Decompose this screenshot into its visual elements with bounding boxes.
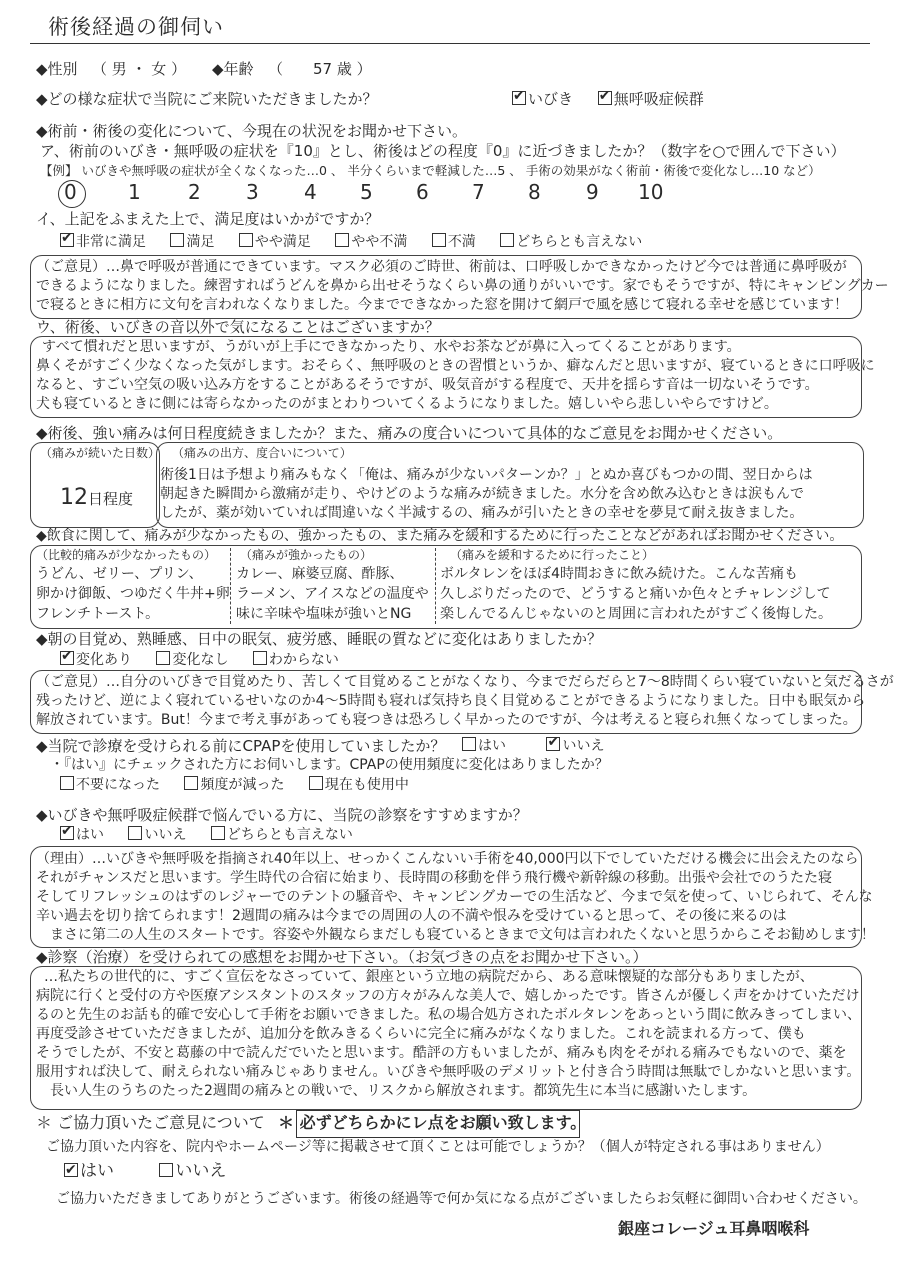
q1-snoring-checkbox[interactable] [512,91,526,105]
q5-comment-line: （ご意見）…自分のいびきで目覚めたり、苦しくて目覚めることがなくなり、今までだらだらと7～8時間くらい寝ていないと気だるさが [36,674,894,690]
q2i-options [60,233,662,251]
scale-5[interactable]: 5 [360,180,373,204]
scale-10[interactable]: 10 [638,180,664,204]
recommend-no-checkbox[interactable] [128,826,142,840]
q2u-comment-line: なると、すごい空気の吸い込み方をすることがあるそうですが、吸気音がする程度で、天井を揺らす音は一切ないそうです。 [36,377,819,393]
age-label: ◆年齢 [212,60,254,78]
scale-6[interactable]: 6 [416,180,429,204]
clinic-name: 銀座コレージュ耳鼻咽喉科 [618,1219,810,1238]
scale-8[interactable]: 8 [528,180,541,204]
very-satisfied-checkbox[interactable] [60,233,74,247]
somewhat-satisfied-checkbox[interactable] [239,233,253,247]
q6-question: ◆当院で診療を受けられる前にCPAPを使用していましたか？ [36,737,446,755]
q8-comment-line: るのと先生のお話も的確で安心して手術をお願いできました。私の場合処方されたボルタレンをあっという間に飲みきってしまい、 [36,1007,861,1023]
dissatisfied-label: 不満 [447,234,476,250]
q4-col1-line: 卵かけ御飯、つゆだく牛丼+卵 [36,586,230,602]
q6-options [462,737,624,755]
q5-comment-line: 残ったけど、逆によく寝れているせいなのか4～5時間も寝れば気持ち良く目覚めることができるようになりました。日中も眠気から [36,693,866,709]
q7-comment-line: そしてリフレッシュのはずのレジャーでのテントの騒音や、キャンピングカーでの生活など、今まで気を使って、いじられて、そんな [36,889,873,905]
cpap-reduced-label: 頻度が減った [200,777,285,793]
q8-comment-line: 服用すれば決して、耐えられない痛みじゃありません。いびきや無呼吸のデメリットと付き合う時間は無駄でしかないと思います。 [36,1064,861,1080]
unknown-label: わからない [268,652,339,668]
q2i-question: イ、上記をふまえた上で、満足度はいかがですか？ [36,210,380,228]
opinion-label: ＊ ご協力頂いたご意見について [36,1113,265,1132]
q5-options [60,651,359,669]
q4-col2-label: （痛みが強かったもの） [240,548,373,562]
unchanged-label: 変化なし [172,652,229,668]
q1-options [512,90,724,108]
q4-col2-line: カレー、麻婆豆腐、酢豚、 [236,566,404,582]
q4-col1-line: うどん、ゼリー、プリン、 [36,566,203,582]
q3-question: ◆術後、強い痛みは何日程度続きましたか？また、痛みの度合いについて具体的なご意見をお聞かせください。 [36,424,783,442]
q7-comment-line: それがチャンスだと思います。学生時代の合宿に始まり、長時間の移動を伴う飛行機や新幹線の移動。出張や会社でのうたた寝 [36,870,833,886]
publish-yes-label: はい [80,1161,114,1181]
sex-value: （ 男 ・ 女 ） [92,60,187,78]
neutral-label: どちらとも言えない [516,234,643,250]
recommend-no-label: いいえ [144,827,187,843]
changed-label: 変化あり [76,652,132,668]
recommend-neutral-checkbox[interactable] [211,826,225,840]
recommend-neutral-label: どちらとも言えない [226,827,353,843]
thanks-message: ご協力いただきましてありがとうございます。術後の経過等で何か気になる点がございましたらお気軽に御問い合わせください。 [56,1191,867,1207]
q1-apnea-label: 無呼吸症候群 [613,90,704,108]
q3-days [60,485,133,510]
publish-yes-checkbox[interactable] [64,1163,78,1177]
recommend-yes-label: はい [76,827,104,843]
q2u-comment-line: 鼻くそがすごく少なくなった気がします。おそらく、無呼吸のときの習慣というか、癖なんだと思いますが、寝ているときに口呼吸に [36,358,875,374]
q1-snoring-label: いびき [528,90,574,108]
q4-col3-line: 久しぶりだったので、どうすると痛いか色々とチャレンジして [440,586,831,602]
q4-col2-line: 味に辛味や塩味が強いとNG [236,606,412,622]
scale-7[interactable]: 7 [472,180,485,204]
q2-question: ◆術前・術後の変化について、今現在の状況をお聞かせ下さい。 [36,122,467,140]
q7-comment-line: まさに第二の人生のスタートです。容姿や外観ならまだしも寝ているときまで文句は言われたくないと思うからこそお勧めします！ [50,927,875,943]
satisfied-label: 満足 [186,234,215,250]
q1-apnea-checkbox[interactable] [598,91,612,105]
cpap-no-checkbox[interactable] [546,737,560,751]
q7-question: ◆いびきや無呼吸症候群で悩んでいる方に、当院の診察をすすめますか？ [36,806,528,824]
q4-col2-line: ラーメン、アイスなどの温度や [236,586,429,602]
q8-comment-line: そうでしたが、不安と葛藤の中で読んだでいたと思います。酷評の方もいましたが、痛みも肉をそがれる痛みでもないので、薬を [36,1045,847,1061]
q8-question: ◆診察（治療）を受けられての感想をお聞かせ下さい。（お気づきの点をお聞かせ下さい。） [36,948,648,966]
q4-col3-label: （痛みを緩和するために行ったこと） [450,548,655,562]
q2u-question: ウ、術後、いびきの音以外で気になることはございますか？ [36,318,440,336]
q7-comment-line: （理由）…いびきや無呼吸を指摘され40年以上、せっかくこんないい手術を40,000円以下でしていただける機会に出会えたのなら [36,851,859,867]
q2-example: 【例】 いびきや無呼吸の症状が全くなくなった…0 、 半分くらいまで軽減した…5 、 手術の効果がなく術前・術後で変化なし…10 など） [40,163,821,178]
q1-question: ◆どの様な症状で当院にご来院いただきましたか？ [36,90,378,108]
somewhat-satisfied-label: やや満足 [254,234,311,250]
q5-question: ◆朝の目覚め、熟睡感、日中の眠気、疲労感、睡眠の質などに変化はありましたか？ [36,630,602,648]
title-underline [30,43,870,44]
q3-detail-line: 術後1日は予想より痛みもなく「俺は、痛みが少ないパターンか？」とぬか喜びもつかの間、翌日からは [160,467,813,483]
q3-days-number: 12 [60,485,88,510]
q8-comment-line: 長い人生のうちのたった2週間の痛みとの戦いで、リスクから解放されます。都筑先生に本当に感謝いたします。 [50,1083,757,1099]
q3-detail-line: 朝起きた瞬間から激痛が走り、やけどのような痛みが続きました。水分を含め飲み込むときは涙もんで [160,486,804,502]
q2i-comment-line: （ご意見）…鼻で呼吸が普通にできています。マスク必須のご時世、術前は、口呼吸しかできなかったけど今では普通に鼻呼吸が [36,259,847,275]
cpap-still-label: 現在も使用中 [324,777,409,793]
sex-label: ◆性別 [36,60,78,78]
q4-col3-line: 楽しんでるんじゃないのと周囲に言われたがすごく後悔した。 [440,606,832,622]
q4-col1-line: フレンチトースト。 [36,606,160,622]
q8-comment-line: 再度受診させていただきましたが、追加分を飲みきるくらいに完全に痛みがなくなりました。これを読まれる方って、僕も [36,1026,806,1042]
unknown-checkbox[interactable] [253,651,267,665]
cpap-still-checkbox[interactable] [309,776,323,790]
cpap-unneeded-checkbox[interactable] [60,776,74,790]
publish-no-label: いいえ [175,1161,227,1181]
q2u-comment-line: すべて慣れだと思いますが、うがいが上手にできなかったり、水やお茶などが鼻に入ってくることがあります。 [42,339,741,355]
neutral-checkbox[interactable] [500,233,514,247]
somewhat-dissatisfied-label: やや不満 [351,234,408,250]
q2-a-question: ア、術前のいびき・無呼吸の症状を『10』とし、術後はどの程度『0』に近づきましたか？（数字を○で囲んで下さい） [40,142,846,160]
age-value: （ 57 歳 ） [268,60,372,78]
q8-comment-line: …私たちの世代的に、すごく宣伝をなさっていて、銀座という立地の病院だから、ある意味懐疑的な部分もありましたが、 [44,969,814,985]
cpap-no-label: いいえ [562,738,605,754]
cpap-yes-checkbox[interactable] [462,737,476,751]
publish-options [64,1160,246,1182]
recommend-yes-checkbox[interactable] [60,826,74,840]
scale-2[interactable]: 2 [188,180,201,204]
q3-days-label: （痛みが続いた日数） [40,446,161,460]
cpap-reduced-checkbox[interactable] [184,776,198,790]
unchanged-checkbox[interactable] [156,651,170,665]
dissatisfied-checkbox[interactable] [432,233,446,247]
q8-comment-line: 病院に行くと受付の方や医療アシスタントのスタッフの方々がみんな美人で、嬉しかったです。皆さんが優しく声をかけていただけ [36,988,860,1004]
q4-divider [435,548,436,624]
must-check-note: ＊ 必ずどちらかにレ点をお願い致します。 [278,1113,587,1132]
q7-comment-line: 辛い過去を切り捨てられます！2週間の痛みは今までの周囲の人の不満や恨みを受けていると思って、その後に来るのは [36,908,787,924]
scale-4[interactable]: 4 [304,180,317,204]
cpap-unneeded-label: 不要になった [76,777,160,793]
scale-9[interactable]: 9 [586,180,599,204]
satisfied-checkbox[interactable] [170,233,184,247]
q7-options [60,826,373,844]
q6-sub-options [60,776,429,794]
cpap-yes-label: はい [478,738,506,754]
publish-no-checkbox[interactable] [159,1163,173,1177]
publish-question: ご協力頂いた内容を、院内やホームページ等に掲載させて頂くことは可能でしょうか？（個人が特定される事はありません） [46,1139,830,1155]
very-satisfied-label: 非常に満足 [76,234,146,250]
somewhat-dissatisfied-checkbox[interactable] [335,233,349,247]
changed-checkbox[interactable] [60,651,74,665]
q3-detail-label: （痛みの出方、度合いについて） [172,446,352,460]
q5-comment-line: 解放されています。But！今まで考え事があっても寝つきは恐ろしく早かったのですが、今は考えると寝られ無くなってしまった。 [36,712,857,728]
q4-col3-line: ボルタレンをほぼ4時間おきに飲み続けた。こんな苦痛も [440,566,798,582]
q4-divider [230,548,231,624]
q3-detail-line: したが、薬が効いていれば間違いなく半減するの、痛みが引いたときの幸せを夢見て耐え抜きました。 [160,505,804,521]
q2i-comment-line: で寝るときに相方に文句を言われなくなりました。今までできなかった窓を開けて網戸で風を感じて寝れる幸せを感じています！ [36,297,848,313]
scale-3[interactable]: 3 [246,180,259,204]
q3-days-unit: 日程度 [88,490,134,508]
q4-question: ◆飲食に関して、痛みが少なかったもの、強かったもの、また痛みを緩和するために行ったことなどがあればお聞かせください。 [36,528,844,544]
q6-sub-question: ・『はい』にチェックされた方にお伺いします。CPAPの使用頻度に変化はありましたか？ [50,757,609,773]
q2u-comment-line: 犬も寝ているときに側には寄らなかったのがまとわりついてくるようになりました。嬉しいやら悲しいやらですけど。 [36,396,778,412]
page-title: 術後経過の御伺い [48,15,224,39]
scale-1[interactable]: 1 [128,180,141,204]
q4-col1-label: （比較的痛みが少なかったもの） [36,548,217,562]
q2i-comment-line: できるようになりました。練習すればうどんを鼻から出せそうなくらい鼻の通りがいいです。家でもそうですが、特にキャンピングカー [36,278,889,294]
